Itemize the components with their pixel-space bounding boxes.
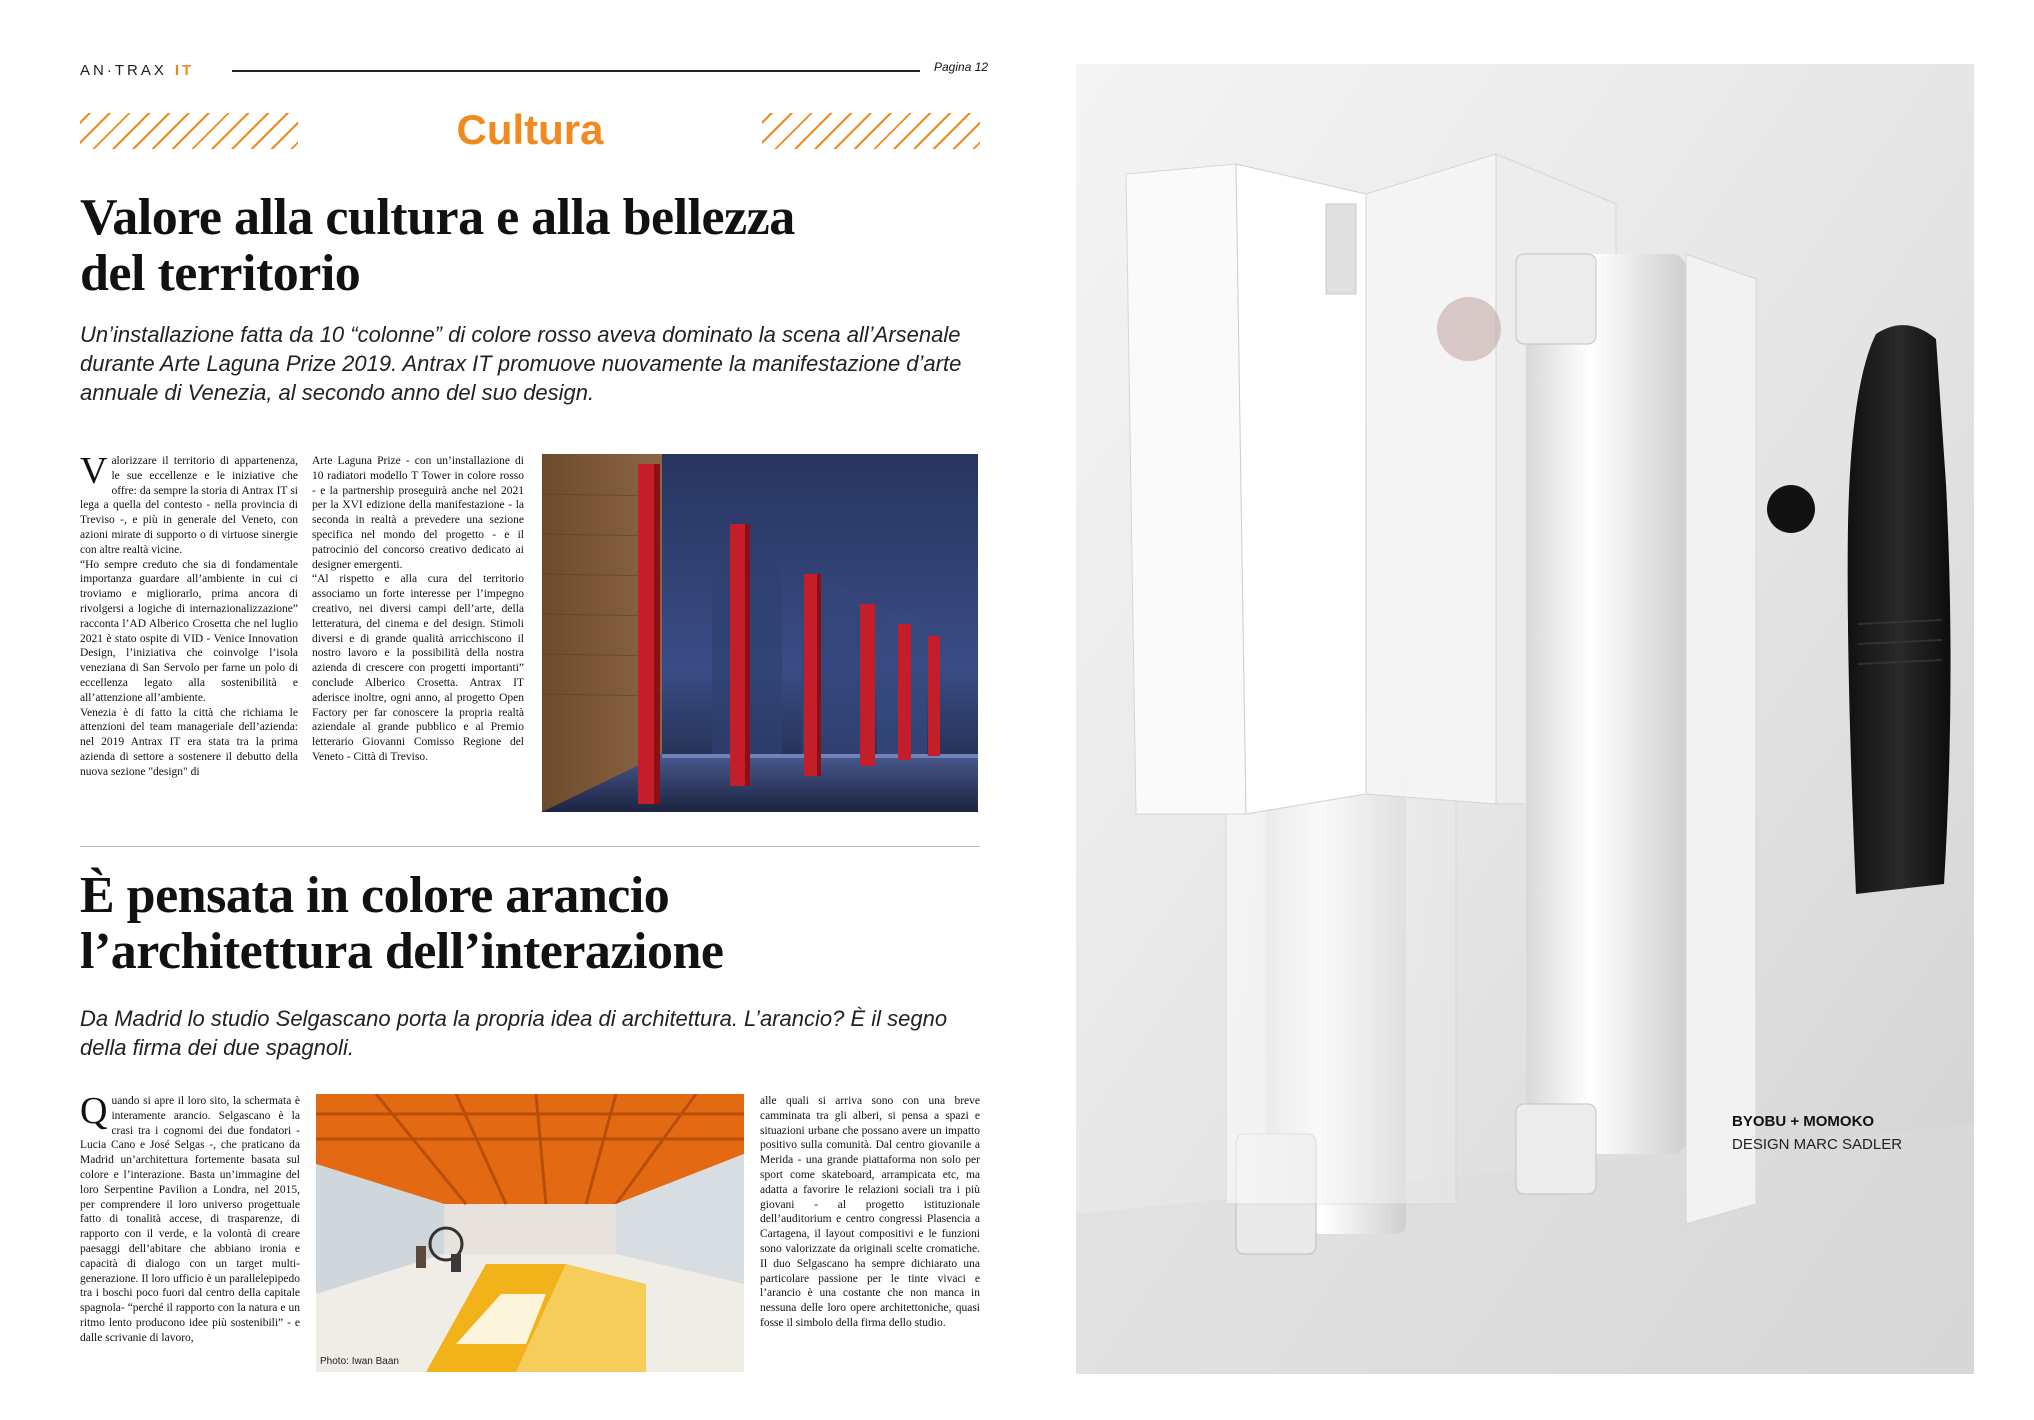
article2-title-line2: l’architettura dell’interazione: [80, 923, 724, 980]
brand-logo: [80, 62, 194, 79]
article1-title-line1: Valore alla cultura e alla bellezza: [80, 189, 795, 246]
article2-subtitle: Da Madrid lo studio Selgascano porta la propria idea di architettura. L’arancio? È il segno della firma dei due spagnoli.: [80, 1006, 948, 1060]
pavilion-photo: [316, 1094, 744, 1372]
article2-dropcap: Q: [80, 1090, 108, 1132]
article-divider: [80, 846, 980, 847]
section-title: Cultura: [456, 106, 604, 153]
section-hatch-left: [80, 113, 298, 149]
page-number: Pagina 12: [934, 60, 989, 74]
article2-headline: [80, 868, 1000, 980]
article1-col2-paragraph-2: “Al rispetto e alla cura del territorio associamo un forte interesse per l’impegno creativo, nei diversi campi dell’arte, della letteratura, del cinema e del design. Stimoli diversi e di grande qualità arricchiscono il nostro lavoro e la possibilità della nostra azienda di crescere con progetti importanti” conclude Alberico Crosetta. Antrax IT aderisce inoltre, ogni anno, al progetto Open Factory per far conoscere la propria realtà aziendale al grande pubblico e al Premio letterario Giovanni Comisso Regione del Veneto - Città di Treviso.: [312, 573, 524, 763]
photo-caption: Photo: Iwan Baan: [320, 1356, 399, 1367]
article2-title-line1: È pensata in colore arancio: [80, 867, 670, 924]
header-rule: [232, 70, 920, 72]
brand-name: AN·TRAX: [80, 62, 167, 79]
article1-col2-paragraph-1: Arte Laguna Prize - con un’installazione di 10 radiatori modello T Tower in colore rosso - e la partnership proseguirà anche nel 2021 per la XVI edizione della manifestazione - la seconda in realtà a prevedere una sezione specifica nel mondo del progetto - e il patrocinio del concorso creativo dedicato ai designer emergenti.: [312, 455, 524, 571]
article1-col1-paragraph-2: “Ho sempre creduto che sia di fondamentale importanza guardare all’ambiente in cui ci troviamo e migliorarlo, prima ancora di rivolgersi a logiche di internazionalizzazione” racconta l’AD Alberico Crosetta che nel luglio 2021 è stato ospite di VID - Venice Innovation Design, l’iniziativa che coinvolge l’isola veneziana di San Servolo per farne un polo di eccellenza legato alla sostenibilità e all’attenzione all’ambiente.: [80, 558, 298, 704]
article2-col1-text: uando si apre il loro sito, la schermata è interamente arancio. Selgascano è la crasi tra i cognomi dei due fondatori - Lucia Cano e José Selgas -, che praticano da Madrid un’architettura fortemente basata sul colore e l’interazione. Basta un’immagine del loro Serpentine Pavilion a Londra, nel 2015, per comprendere il loro universo progettuale fatto di tonalità accese, di trasparenze, di rapporto con il verde, e la volontà di creare paesaggi dell’abitare che abbiano ironia e capacità di dialogo con un target multi-generazione. Il loro ufficio è un parallelepipedo tra i boschi poco fuori dal centro della capitale spagnola- “perché il rapporto con la natura e un ritmo lento producono idee più sostenibili” - e dalle scrivanie di lavoro,: [80, 1095, 300, 1344]
article1-subtitle: Un’installazione fatta da 10 “colonne” di colore rosso aveva dominato la scena all’Arsenale durante Arte Laguna Prize 2019. Antrax IT promuove nuovamente la manifestazione d’arte annuale di Venezia, al secondo anno del suo design.: [80, 322, 962, 405]
article1-headline: [80, 190, 1000, 302]
article1-col1-paragraph-1: alorizzare il territorio di appartenenza, le sue eccellenze e le iniziative che offre: da sempre la storia di Antrax IT si lega a quella del contesto - nella provincia di Treviso -, e più in generale del Veneto, con azioni mirate di supporto o di virtuose sinergie con altre realtà vicine.: [80, 455, 298, 556]
product-photo: [1076, 64, 1974, 1374]
section-hatch-right: [762, 113, 980, 149]
product-name: BYOBU + MOMOKO: [1732, 1113, 1875, 1130]
article1-col1-paragraph-3: Venezia è di fatto la città che richiama le attenzioni del team manageriale dell’azienda: nel 2019 Antrax IT era stata tra la prima azienda di settore a sostenere il debutto della nuova sezione "design" di: [80, 706, 298, 778]
article2-col2-text: alle quali si arriva sono con una breve camminata tra gli alberi, si pensa a spazi e situazioni urbane che possano avere un impatto positivo sulla comunità. Dal centro giovanile a Merida - una grande piattaforma non solo per sport come skateboard, arrampicata etc, ma adatta a favorire le relazioni sociali tra i più giovani - al progetto istituzionale dell’auditorium e centro congressi Plasencia a Cartagena, il layout compositivi e le funzioni sono valorizzate da originali scelte cromatiche. Il duo Selgascano ha sempre dichiarato una particolare passione per le tinte vivaci e l’arancio è una costante che non manca in nessuna delle loro opere architettoniche, quasi fosse il simbolo della firma dello studio.: [760, 1095, 980, 1329]
article1-column-2: [312, 454, 524, 765]
article2-column-1: [80, 1090, 300, 1346]
article1-column-1: [80, 450, 298, 780]
article2-column-2: [760, 1094, 980, 1331]
article1-title-line2: del territorio: [80, 245, 361, 302]
article1-dropcap: V: [80, 450, 108, 492]
product-designer: DESIGN MARC SADLER: [1732, 1136, 1903, 1153]
brand-suffix: IT: [174, 62, 195, 79]
installation-photo: [542, 454, 978, 812]
